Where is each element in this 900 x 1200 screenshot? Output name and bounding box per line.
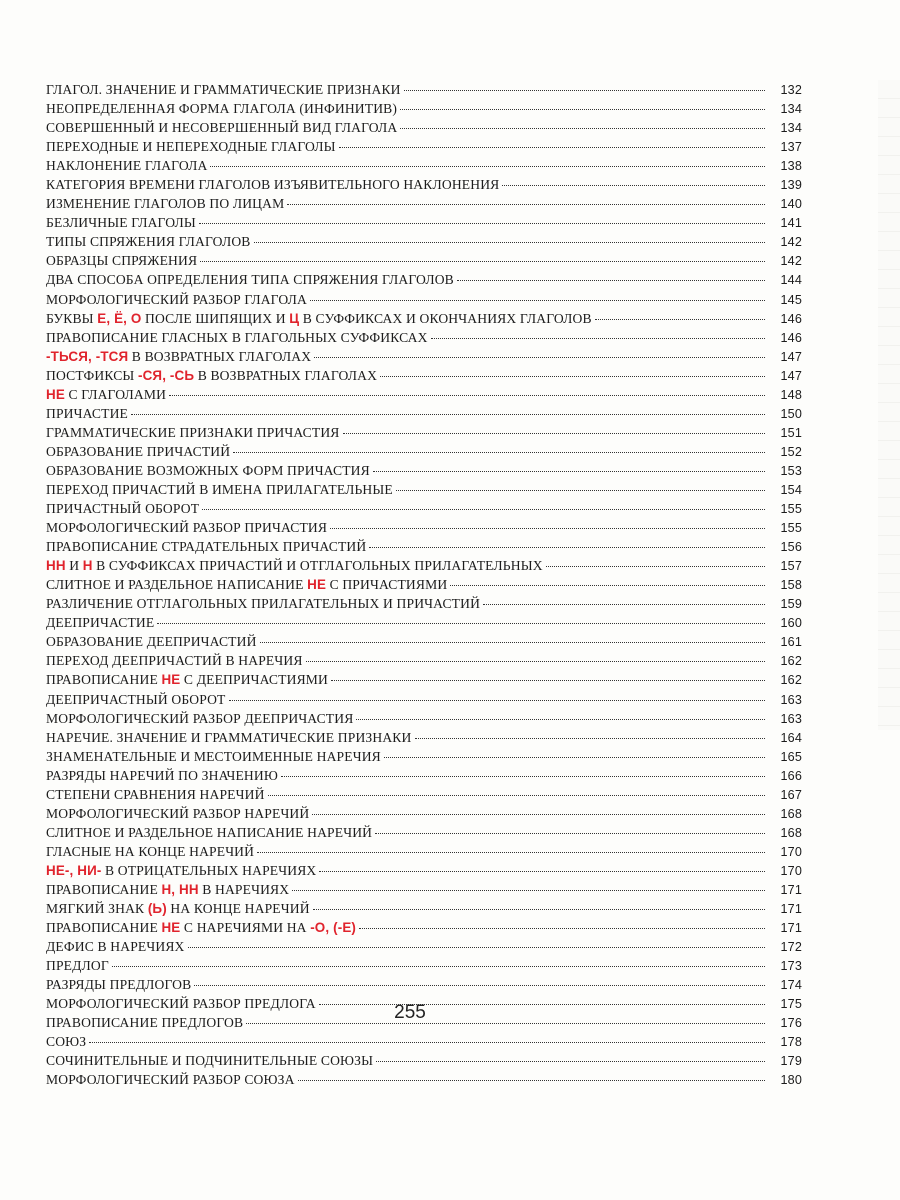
toc-entry-page: 159 bbox=[780, 597, 802, 612]
toc-entry bbox=[46, 861, 802, 880]
title-text: МОРФОЛОГИЧЕСКИЙ РАЗБОР ГЛАГОЛА bbox=[46, 291, 307, 307]
toc-entry bbox=[46, 213, 802, 232]
title-text: ПЕРЕХОДНЫЕ И НЕПЕРЕХОДНЫЕ ГЛАГОЛЫ bbox=[46, 139, 336, 155]
toc-entry bbox=[46, 404, 802, 423]
toc-entry bbox=[46, 690, 802, 709]
toc-entry-title bbox=[46, 1032, 86, 1051]
toc-entry bbox=[46, 347, 802, 366]
title-text: С НАРЕЧИЯМИ НА bbox=[180, 920, 311, 936]
toc-entry-page: 170 bbox=[780, 844, 802, 859]
toc-entry-page: 168 bbox=[780, 825, 802, 840]
dot-leader bbox=[343, 433, 766, 434]
dot-leader bbox=[281, 776, 765, 777]
toc-entry-page: 132 bbox=[780, 83, 802, 97]
dot-leader bbox=[131, 414, 765, 415]
dot-leader bbox=[404, 90, 765, 91]
toc-entry bbox=[46, 175, 802, 194]
title-text: МОРФОЛОГИЧЕСКИЙ РАЗБОР ПРЕДЛОГА bbox=[46, 996, 316, 1012]
dot-leader bbox=[380, 376, 765, 377]
title-text: С ПРИЧАСТИЯМИ bbox=[326, 577, 448, 593]
table-of-contents bbox=[46, 80, 802, 1089]
dot-leader bbox=[312, 814, 765, 815]
toc-entry-page: 171 bbox=[780, 902, 802, 917]
title-text: В ОТРИЦАТЕЛЬНЫХ НАРЕЧИЯХ bbox=[101, 862, 317, 878]
highlighted-term: НН bbox=[46, 558, 66, 574]
toc-entry-title bbox=[46, 137, 336, 156]
title-text: ОБРАЗОВАНИЕ ПРИЧАСТИЙ bbox=[46, 443, 231, 459]
dot-leader bbox=[319, 871, 765, 872]
title-text: МОРФОЛОГИЧЕСКИЙ РАЗБОР НАРЕЧИЙ bbox=[46, 805, 310, 821]
facing-page-bleed bbox=[878, 80, 900, 730]
toc-entry-title bbox=[46, 613, 154, 632]
toc-entry-page: 172 bbox=[780, 940, 802, 955]
toc-entry-page: 173 bbox=[780, 959, 802, 974]
toc-entry-title bbox=[46, 1051, 373, 1070]
toc-entry-page: 156 bbox=[780, 540, 802, 555]
dot-leader bbox=[415, 738, 766, 739]
toc-entry-title bbox=[46, 728, 412, 747]
title-text: ОБРАЗОВАНИЕ ВОЗМОЖНЫХ ФОРМ ПРИЧАСТИЯ bbox=[46, 462, 370, 478]
toc-entry bbox=[46, 232, 802, 251]
dot-leader bbox=[202, 509, 765, 510]
toc-entry-page: 140 bbox=[780, 197, 802, 212]
toc-entry-title bbox=[46, 175, 499, 194]
dot-leader bbox=[310, 300, 765, 301]
highlighted-term: НЕ bbox=[46, 386, 65, 402]
toc-entry-page: 180 bbox=[780, 1073, 802, 1088]
dot-leader bbox=[298, 1080, 765, 1081]
toc-entry-page: 145 bbox=[780, 292, 802, 307]
toc-entry-title bbox=[46, 956, 109, 975]
dot-leader bbox=[157, 623, 765, 624]
toc-entry bbox=[46, 785, 802, 804]
dot-leader bbox=[369, 547, 765, 548]
toc-entry-page: 147 bbox=[780, 349, 802, 364]
toc-entry-title bbox=[46, 480, 393, 499]
toc-entry bbox=[46, 156, 802, 175]
toc-entry-title bbox=[46, 251, 197, 270]
toc-entry-page: 152 bbox=[780, 444, 802, 459]
toc-entry-title bbox=[46, 975, 191, 994]
dot-leader bbox=[287, 204, 765, 205]
title-text: ДЕЕПРИЧАСТИЕ bbox=[46, 615, 155, 631]
dot-leader bbox=[400, 128, 765, 129]
toc-entry-page: 174 bbox=[780, 978, 802, 993]
toc-entry-title bbox=[46, 366, 377, 385]
toc-entry-title bbox=[46, 232, 251, 251]
title-text: МОРФОЛОГИЧЕСКИЙ РАЗБОР ДЕЕПРИЧАСТИЯ bbox=[46, 710, 354, 726]
highlighted-term: Ц bbox=[289, 310, 300, 326]
title-text: КАТЕГОРИЯ ВРЕМЕНИ ГЛАГОЛОВ ИЗЪЯВИТЕЛЬНОГО НАКЛОНЕНИЯ bbox=[46, 177, 500, 193]
dot-leader bbox=[268, 795, 765, 796]
toc-entry-page: 162 bbox=[780, 673, 802, 688]
toc-entry-page: 151 bbox=[780, 425, 802, 440]
title-text: СЛИТНОЕ И РАЗДЕЛЬНОЕ НАПИСАНИЕ bbox=[46, 577, 308, 593]
toc-entry-title bbox=[46, 442, 230, 461]
title-text: ПОСЛЕ ШИПЯЩИХ И bbox=[141, 310, 290, 326]
dot-leader bbox=[200, 261, 765, 262]
title-text: ДВА СПОСОБА ОПРЕДЕЛЕНИЯ ТИПА СПРЯЖЕНИЯ ГЛАГОЛОВ bbox=[46, 272, 454, 288]
toc-entry-page: 137 bbox=[780, 140, 802, 155]
toc-entry bbox=[46, 366, 802, 385]
highlighted-term: НЕ bbox=[161, 920, 181, 936]
title-text: МОРФОЛОГИЧЕСКИЙ РАЗБОР СОЮЗА bbox=[46, 1072, 295, 1088]
toc-entry bbox=[46, 747, 802, 766]
toc-entry-page: 146 bbox=[780, 330, 802, 345]
toc-entry-page: 176 bbox=[780, 1016, 802, 1031]
toc-entry bbox=[46, 290, 802, 309]
toc-entry-title bbox=[46, 270, 454, 289]
title-text: ИЗМЕНЕНИЕ ГЛАГОЛОВ ПО ЛИЦАМ bbox=[46, 196, 285, 212]
dot-leader bbox=[233, 452, 765, 453]
dot-leader bbox=[546, 566, 765, 567]
toc-entry bbox=[46, 842, 802, 861]
title-text: ПРАВОПИСАНИЕ ПРЕДЛОГОВ bbox=[46, 1015, 244, 1031]
toc-entry-title bbox=[46, 80, 401, 99]
toc-entry-title bbox=[46, 156, 207, 175]
title-text: СЛИТНОЕ И РАЗДЕЛЬНОЕ НАПИСАНИЕ НАРЕЧИЙ bbox=[46, 824, 373, 840]
toc-entry-page: 167 bbox=[780, 787, 802, 802]
toc-entry-page: 178 bbox=[780, 1035, 802, 1050]
toc-entry bbox=[46, 537, 802, 556]
dot-leader bbox=[331, 680, 765, 681]
toc-entry-title bbox=[46, 823, 372, 842]
dot-leader bbox=[188, 947, 766, 948]
toc-entry-page: 153 bbox=[780, 463, 802, 478]
dot-leader bbox=[356, 719, 765, 720]
toc-entry bbox=[46, 594, 802, 613]
dot-leader bbox=[457, 280, 765, 281]
toc-entry bbox=[46, 670, 802, 689]
toc-entry-title bbox=[46, 99, 397, 118]
highlighted-term: НЕ bbox=[307, 577, 327, 593]
title-text: ПРИЧАСТНЫЙ ОБОРОТ bbox=[46, 501, 200, 517]
toc-entry bbox=[46, 499, 802, 518]
dot-leader bbox=[483, 604, 765, 605]
toc-entry-page: 134 bbox=[780, 121, 802, 136]
toc-entry-title bbox=[46, 423, 340, 442]
toc-entry bbox=[46, 918, 802, 937]
toc-entry bbox=[46, 99, 802, 118]
toc-entry bbox=[46, 385, 802, 404]
toc-entry-title bbox=[46, 651, 303, 670]
toc-entry bbox=[46, 461, 802, 480]
toc-entry bbox=[46, 309, 802, 328]
toc-entry-title bbox=[46, 499, 199, 518]
title-text: ГЛАГОЛ. ЗНАЧЕНИЕ И ГРАММАТИЧЕСКИЕ ПРИЗНАКИ bbox=[46, 82, 401, 97]
toc-entry-page: 161 bbox=[780, 635, 802, 650]
toc-entry-title bbox=[46, 899, 310, 918]
dot-leader bbox=[595, 319, 765, 320]
toc-entry bbox=[46, 956, 802, 975]
title-text: ДЕЕПРИЧАСТНЫЙ ОБОРОТ bbox=[46, 691, 226, 707]
toc-entry bbox=[46, 118, 802, 137]
toc-entry-title bbox=[46, 461, 370, 480]
title-text: МОРФОЛОГИЧЕСКИЙ РАЗБОР ПРИЧАСТИЯ bbox=[46, 520, 328, 536]
title-text: ПРАВОПИСАНИЕ ГЛАСНЫХ В ГЛАГОЛЬНЫХ СУФФИКСАХ bbox=[46, 329, 428, 345]
toc-entry bbox=[46, 80, 802, 99]
highlighted-term: Н bbox=[82, 558, 93, 574]
title-text: ЗНАМЕНАТЕЛЬНЫЕ И МЕСТОИМЕННЫЕ НАРЕЧИЯ bbox=[46, 748, 381, 764]
dot-leader bbox=[306, 661, 765, 662]
highlighted-term: -О, (-Е) bbox=[310, 920, 357, 936]
dot-leader bbox=[89, 1042, 765, 1043]
page-number: 255 bbox=[394, 1002, 426, 1023]
title-text: ПРЕДЛОГ bbox=[46, 958, 109, 974]
toc-entry bbox=[46, 251, 802, 270]
toc-entry-title bbox=[46, 537, 366, 556]
toc-entry-page: 147 bbox=[780, 368, 802, 383]
title-text: РАЗЛИЧЕНИЕ ОТГЛАГОЛЬНЫХ ПРИЛАГАТЕЛЬНЫХ И ПРИЧАСТИЙ bbox=[46, 596, 481, 612]
dot-leader bbox=[199, 223, 765, 224]
dot-leader bbox=[112, 966, 765, 967]
dot-leader bbox=[450, 585, 765, 586]
toc-entry-page: 150 bbox=[780, 406, 802, 421]
toc-entry-title bbox=[46, 309, 592, 328]
title-text: ТИПЫ СПРЯЖЕНИЯ ГЛАГОЛОВ bbox=[46, 234, 251, 250]
toc-entry-page: 166 bbox=[780, 768, 802, 783]
toc-entry bbox=[46, 651, 802, 670]
toc-entry-page: 171 bbox=[780, 921, 802, 936]
toc-entry-title bbox=[46, 556, 543, 575]
toc-entry-page: 168 bbox=[780, 806, 802, 821]
toc-entry-page: 155 bbox=[780, 502, 802, 517]
toc-entry bbox=[46, 556, 802, 575]
dot-leader bbox=[330, 528, 765, 529]
dot-leader bbox=[229, 700, 766, 701]
toc-entry-title bbox=[46, 709, 353, 728]
toc-entry-title bbox=[46, 118, 397, 137]
dot-leader bbox=[396, 490, 765, 491]
toc-entry-page: 154 bbox=[780, 482, 802, 497]
toc-entry-title bbox=[46, 290, 307, 309]
toc-entry-page: 148 bbox=[780, 387, 802, 402]
title-text: В СУФФИКСАХ И ОКОНЧАНИЯХ ГЛАГОЛОВ bbox=[299, 310, 592, 326]
toc-entry-title bbox=[46, 594, 480, 613]
toc-entry bbox=[46, 270, 802, 289]
toc-entry-title bbox=[46, 670, 328, 689]
highlighted-term: (Ь) bbox=[147, 901, 167, 917]
highlighted-term: Н, НН bbox=[161, 881, 199, 897]
title-text: ДЕФИС В НАРЕЧИЯХ bbox=[46, 939, 185, 955]
dot-leader bbox=[210, 166, 765, 167]
toc-entry bbox=[46, 766, 802, 785]
toc-entry-page: 163 bbox=[780, 711, 802, 726]
dot-leader bbox=[194, 985, 765, 986]
dot-leader bbox=[375, 833, 765, 834]
highlighted-term: Е, Ё, О bbox=[97, 310, 142, 326]
toc-entry-title bbox=[46, 861, 316, 880]
title-text: С ДЕЕПРИЧАСТИЯМИ bbox=[180, 672, 328, 688]
title-text: ПЕРЕХОД ДЕЕПРИЧАСТИЙ В НАРЕЧИЯ bbox=[46, 653, 303, 669]
dot-leader bbox=[313, 909, 765, 910]
dot-leader bbox=[314, 357, 765, 358]
toc-entry-title bbox=[46, 575, 447, 594]
title-text: В СУФФИКСАХ ПРИЧАСТИЙ И ОТГЛАГОЛЬНЫХ ПРИЛАГАТЕЛЬНЫХ bbox=[92, 558, 543, 574]
title-text: ГЛАСНЫЕ НА КОНЦЕ НАРЕЧИЙ bbox=[46, 843, 255, 859]
toc-entry-page: 134 bbox=[780, 102, 802, 117]
toc-entry-page: 142 bbox=[780, 235, 802, 250]
toc-entry bbox=[46, 1032, 802, 1051]
toc-entry bbox=[46, 575, 802, 594]
toc-entry-page: 141 bbox=[780, 216, 802, 231]
toc-entry-title bbox=[46, 690, 226, 709]
toc-entry-page: 165 bbox=[780, 749, 802, 764]
title-text: МЯГКИЙ ЗНАК bbox=[46, 901, 148, 917]
toc-entry-title bbox=[46, 347, 311, 366]
toc-entry-page: 158 bbox=[780, 578, 802, 593]
title-text: НАРЕЧИЕ. ЗНАЧЕНИЕ И ГРАММАТИЧЕСКИЕ ПРИЗНАКИ bbox=[46, 729, 412, 745]
title-text: ПРАВОПИСАНИЕ bbox=[46, 920, 162, 936]
title-text: СОЧИНИТЕЛЬНЫЕ И ПОДЧИНИТЕЛЬНЫЕ СОЮЗЫ bbox=[46, 1053, 374, 1069]
toc-entry-title bbox=[46, 194, 284, 213]
title-text: ПРИЧАСТИЕ bbox=[46, 405, 129, 421]
toc-entry-page: 142 bbox=[780, 254, 802, 269]
toc-entry-title bbox=[46, 842, 254, 861]
title-text: ПОСТФИКСЫ bbox=[46, 367, 138, 383]
toc-entry-page: 162 bbox=[780, 654, 802, 669]
toc-entry bbox=[46, 728, 802, 747]
toc-entry-title bbox=[46, 918, 356, 937]
title-text: С ГЛАГОЛАМИ bbox=[64, 386, 167, 402]
highlighted-term: НЕ bbox=[161, 672, 181, 688]
dot-leader bbox=[431, 338, 765, 339]
toc-entry-title bbox=[46, 1070, 295, 1089]
toc-entry-page: 144 bbox=[780, 273, 802, 288]
toc-entry-page: 160 bbox=[780, 616, 802, 631]
toc-entry-page: 175 bbox=[780, 997, 802, 1012]
dot-leader bbox=[254, 242, 765, 243]
toc-entry bbox=[46, 632, 802, 651]
title-text: БУКВЫ bbox=[46, 310, 98, 326]
toc-entry-page: 139 bbox=[780, 178, 802, 193]
toc-entry-page: 138 bbox=[780, 159, 802, 174]
toc-entry-title bbox=[46, 328, 428, 347]
toc-entry bbox=[46, 880, 802, 899]
toc-entry bbox=[46, 975, 802, 994]
title-text: ПРАВОПИСАНИЕ bbox=[46, 672, 162, 688]
toc-entry bbox=[46, 709, 802, 728]
toc-entry bbox=[46, 423, 802, 442]
title-text: ПРАВОПИСАНИЕ bbox=[46, 881, 162, 897]
toc-entry bbox=[46, 613, 802, 632]
toc-entry-title bbox=[46, 632, 257, 651]
title-text: ПЕРЕХОД ПРИЧАСТИЙ В ИМЕНА ПРИЛАГАТЕЛЬНЫЕ bbox=[46, 481, 393, 497]
toc-entry bbox=[46, 518, 802, 537]
toc-entry-page: 171 bbox=[780, 882, 802, 897]
toc-entry-title bbox=[46, 880, 289, 899]
toc-entry-page: 146 bbox=[780, 311, 802, 326]
toc-entry bbox=[46, 1051, 802, 1070]
title-text: БЕЗЛИЧНЫЕ ГЛАГОЛЫ bbox=[46, 215, 196, 231]
toc-entry-title bbox=[46, 385, 166, 404]
toc-entry bbox=[46, 328, 802, 347]
title-text: ГРАММАТИЧЕСКИЕ ПРИЗНАКИ ПРИЧАСТИЯ bbox=[46, 424, 340, 440]
toc-entry-title bbox=[46, 804, 309, 823]
title-text: В ВОЗВРАТНЫХ ГЛАГОЛАХ bbox=[194, 367, 378, 383]
toc-entry bbox=[46, 937, 802, 956]
toc-entry-page: 170 bbox=[780, 863, 802, 878]
title-text: СТЕПЕНИ СРАВНЕНИЯ НАРЕЧИЙ bbox=[46, 786, 265, 802]
title-text: В ВОЗВРАТНЫХ ГЛАГОЛАХ bbox=[128, 348, 312, 364]
toc-entry-title bbox=[46, 518, 327, 537]
toc-entry bbox=[46, 442, 802, 461]
title-text: НЕОПРЕДЕЛЕННАЯ ФОРМА ГЛАГОЛА (ИНФИНИТИВ) bbox=[46, 101, 398, 117]
toc-entry-title bbox=[46, 747, 381, 766]
dot-leader bbox=[376, 1061, 765, 1062]
dot-leader bbox=[359, 928, 765, 929]
toc-entry-title bbox=[46, 404, 128, 423]
toc-entry bbox=[46, 1070, 802, 1089]
toc-entry-page: 155 bbox=[780, 521, 802, 536]
dot-leader bbox=[384, 757, 765, 758]
highlighted-term: -ТЬСЯ, -ТСЯ bbox=[46, 348, 129, 364]
toc-entry-page: 179 bbox=[780, 1054, 802, 1069]
dot-leader bbox=[400, 109, 765, 110]
dot-leader bbox=[169, 395, 765, 396]
toc-entry-page: 164 bbox=[780, 730, 802, 745]
title-text: РАЗРЯДЫ ПРЕДЛОГОВ bbox=[46, 977, 192, 993]
title-text: В НАРЕЧИЯХ bbox=[198, 881, 290, 897]
dot-leader bbox=[292, 890, 765, 891]
toc-entry bbox=[46, 899, 802, 918]
title-text: СОВЕРШЕННЫЙ И НЕСОВЕРШЕННЫЙ ВИД ГЛАГОЛА bbox=[46, 120, 398, 136]
title-text: ОБРАЗОВАНИЕ ДЕЕПРИЧАСТИЙ bbox=[46, 634, 257, 650]
highlighted-term: НЕ-, НИ- bbox=[46, 862, 102, 878]
toc-entry bbox=[46, 194, 802, 213]
toc-entry bbox=[46, 823, 802, 842]
dot-leader bbox=[260, 642, 765, 643]
dot-leader bbox=[339, 147, 765, 148]
dot-leader bbox=[373, 471, 765, 472]
title-text: РАЗРЯДЫ НАРЕЧИЙ ПО ЗНАЧЕНИЮ bbox=[46, 767, 278, 783]
toc-entry bbox=[46, 137, 802, 156]
dot-leader bbox=[502, 185, 765, 186]
title-text: ПРАВОПИСАНИЕ СТРАДАТЕЛЬНЫХ ПРИЧАСТИЙ bbox=[46, 539, 367, 555]
toc-entry-page: 163 bbox=[780, 692, 802, 707]
toc-entry bbox=[46, 804, 802, 823]
toc-entry bbox=[46, 480, 802, 499]
title-text: ОБРАЗЦЫ СПРЯЖЕНИЯ bbox=[46, 253, 198, 269]
toc-entry-title bbox=[46, 785, 265, 804]
toc-entry-title bbox=[46, 213, 196, 232]
toc-entry-title bbox=[46, 937, 185, 956]
dot-leader bbox=[257, 852, 765, 853]
title-text: НА КОНЦЕ НАРЕЧИЙ bbox=[166, 901, 310, 917]
title-text: СОЮЗ bbox=[46, 1034, 87, 1050]
title-text: НАКЛОНЕНИЕ ГЛАГОЛА bbox=[46, 158, 208, 174]
toc-entry-title bbox=[46, 766, 278, 785]
toc-entry-page: 157 bbox=[780, 559, 802, 574]
highlighted-term: -СЯ, -СЬ bbox=[137, 367, 195, 383]
title-text: И bbox=[65, 558, 83, 574]
